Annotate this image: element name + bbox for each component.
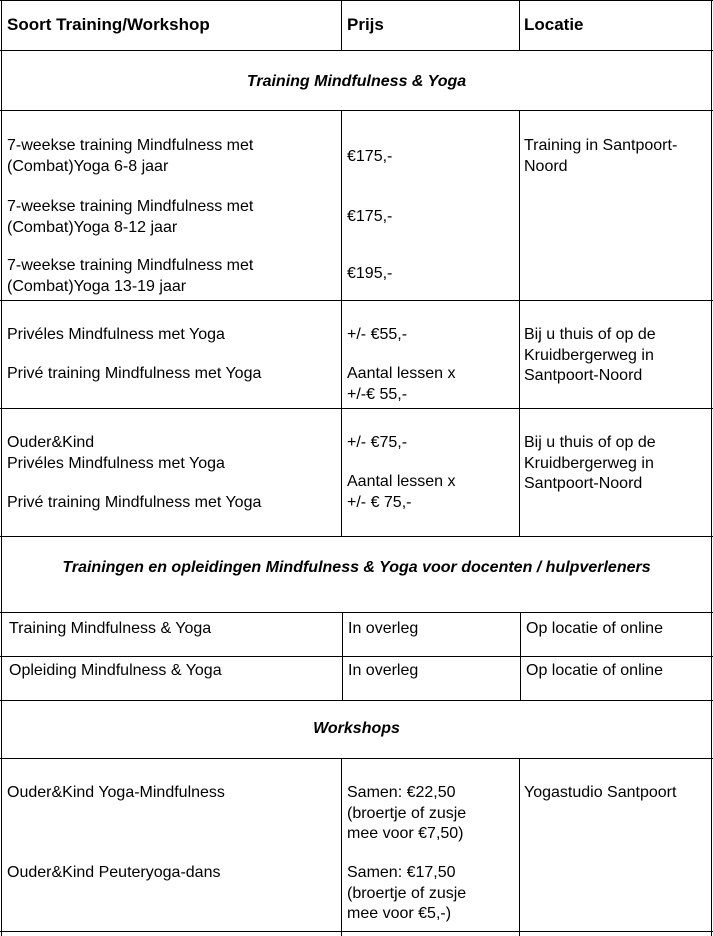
item-name: Ouder&Kind Privéles Mindfulness met Yoga bbox=[7, 434, 225, 472]
row-divider bbox=[0, 536, 713, 537]
item-name: Training Mindfulness & Yoga bbox=[9, 620, 212, 637]
item-price: +/- €55,- bbox=[347, 326, 408, 343]
item-name: 7-weekse training Mindfulness met (Combat)Yoga 8-12 jaar bbox=[7, 198, 254, 236]
item-name: Privé training Mindfulness met Yoga bbox=[7, 494, 262, 511]
item-location: Yogastudio Santpoort bbox=[524, 784, 677, 801]
item-location: Op locatie of online bbox=[526, 620, 663, 637]
row-divider bbox=[0, 300, 713, 301]
column-divider bbox=[341, 758, 342, 936]
item-name: 7-weekse training Mindfulness met (Combat)Yoga 13-19 jaar bbox=[7, 257, 254, 295]
row-divider bbox=[0, 700, 713, 701]
column-divider bbox=[519, 0, 520, 51]
item-price: In overleg bbox=[348, 662, 419, 679]
item-price: In overleg bbox=[348, 620, 419, 637]
row-divider bbox=[0, 612, 713, 613]
item-price: Aantal lessen x +/-€ 55,- bbox=[347, 365, 456, 403]
column-divider bbox=[519, 110, 520, 537]
column-divider bbox=[341, 110, 342, 537]
column-header-type: Soort Training/Workshop bbox=[7, 15, 210, 34]
item-price: €195,- bbox=[347, 265, 393, 282]
section-title: Workshops bbox=[313, 720, 400, 737]
column-header-price: Prijs bbox=[347, 15, 384, 34]
item-price: €175,- bbox=[347, 148, 393, 165]
item-location: Training in Santpoort- Noord bbox=[524, 137, 678, 175]
item-price: Samen: €17,50 (broertje of zusje mee voor €5,-) bbox=[347, 864, 467, 922]
row-divider bbox=[0, 931, 713, 932]
item-price: +/- €75,- bbox=[347, 434, 408, 451]
table-border-right bbox=[711, 0, 712, 936]
item-price: Aantal lessen x +/- € 75,- bbox=[347, 473, 456, 511]
item-name: Ouder&Kind Peuteryoga-dans bbox=[7, 864, 221, 881]
column-divider bbox=[520, 612, 521, 701]
item-name: Privéles Mindfulness met Yoga bbox=[7, 326, 225, 343]
column-divider bbox=[342, 612, 343, 701]
item-location: Bij u thuis of op de Kruidbergerweg in Santpoort-Noord bbox=[524, 326, 656, 384]
item-price: Samen: €22,50 (broertje of zusje mee voor €7,50) bbox=[347, 784, 467, 842]
item-name: Opleiding Mindfulness & Yoga bbox=[9, 662, 222, 679]
item-location: Op locatie of online bbox=[526, 662, 663, 679]
item-name: Ouder&Kind Yoga-Mindfulness bbox=[7, 784, 225, 801]
row-divider bbox=[0, 656, 713, 657]
row-divider bbox=[0, 758, 713, 759]
row-divider bbox=[0, 50, 713, 51]
row-divider bbox=[0, 110, 713, 111]
item-name: Privé training Mindfulness met Yoga bbox=[7, 365, 262, 382]
item-location: Bij u thuis of op de Kruidbergerweg in Santpoort-Noord bbox=[524, 434, 656, 492]
section-title: Training Mindfulness & Yoga bbox=[246, 73, 467, 90]
column-divider bbox=[519, 758, 520, 936]
row-divider bbox=[0, 0, 713, 1]
column-header-location: Locatie bbox=[524, 15, 584, 34]
item-name: 7-weekse training Mindfulness met (Combat)Yoga 6-8 jaar bbox=[7, 137, 254, 175]
item-price: €175,- bbox=[347, 208, 393, 225]
column-divider bbox=[341, 0, 342, 51]
row-divider bbox=[0, 408, 713, 409]
section-title: Trainingen en opleidingen Mindfulness & Yoga voor docenten / hulpverleners bbox=[62, 559, 651, 576]
table-border-left bbox=[1, 0, 2, 936]
